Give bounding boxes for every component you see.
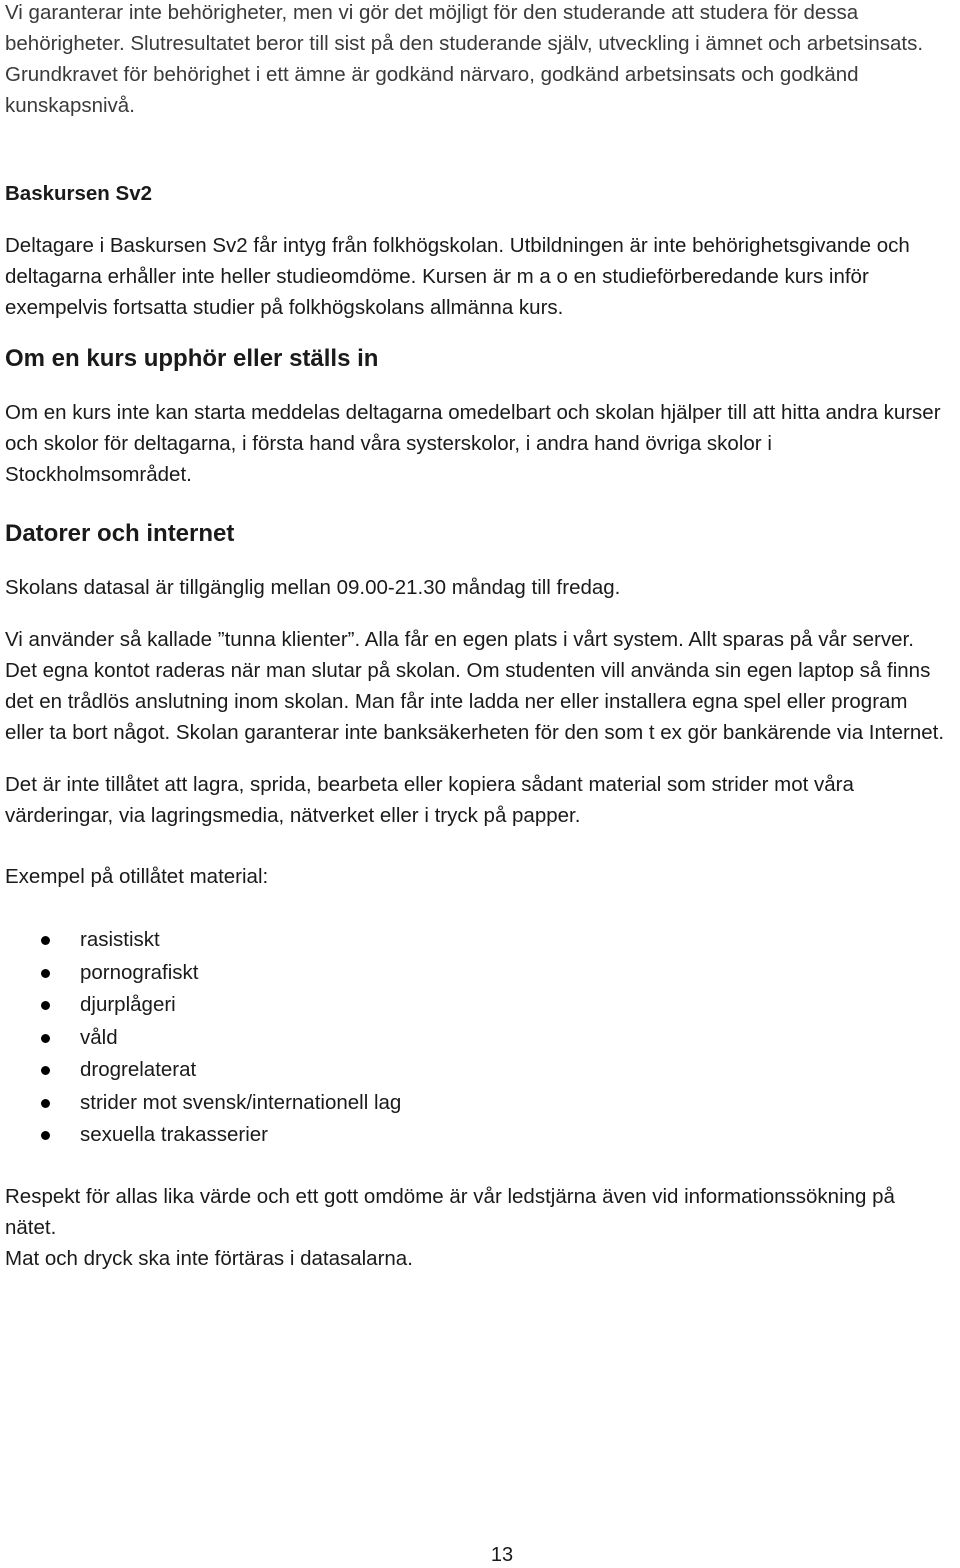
opening-hours-paragraph: Skolans datasal är tillgänglig mellan 09.00-21.30 måndag till fredag. [5,576,621,599]
datorer-heading: Datorer och internet [5,520,235,547]
bullet-icon [41,1034,50,1043]
food-paragraph: Mat och dryck ska inte förtäras i datasalarna. [5,1246,413,1270]
baskursen-paragraph: Deltagare i Baskursen Sv2 får intyg från folkhögskolan. Utbildningen är inte behörighetsgivande och deltagarna erhåller inte heller studieomdöme. Kursen är m a o en studieförberedande kurs inför exempelvis fortsatta studier på folkhögskolans allmänna kurs. [5,234,910,319]
examples-list [5,924,945,1152]
kurs-upphor-paragraph: Om en kurs inte kan starta meddelas deltagarna omedelbart och skolan hjälper till att hitta andra kurser och skolor för deltagarna, i första hand våra systerskolor, i andra hand övriga skolor i Stockholmsområdet. [5,401,941,486]
not-allowed-paragraph: Det är inte tillåtet att lagra, sprida, bearbeta eller kopiera sådant material som strider mot våra värderingar, via lagringsmedia, nätverket eller i tryck på papper. [5,773,854,827]
bullet-icon [41,1099,50,1108]
intro-paragraph: Vi garanterar inte behörigheter, men vi gör det möjligt för den studerande att studera för dessa behörigheter. Slutresultatet beror till sist på den studerande själv, utveckling i ämnet och arbetsinsats. Grundkravet för behörighet i ett ämne är godkänd närvaro, godkänd arbetsinsats och godkänd kunskapsnivå. [5,1,924,117]
kurs-upphor-heading: Om en kurs upphör eller ställs in [5,345,379,372]
bullet-icon [41,1066,50,1075]
bullet-icon [41,936,50,945]
bullet-icon [41,969,50,978]
list-item: strider mot svensk/internationell lag [5,1087,945,1120]
baskursen-heading: Baskursen Sv2 [5,182,153,205]
page-number: 13 [490,1544,514,1566]
list-item: djurplågeri [5,989,945,1022]
list-item: sexuella trakasserier [5,1119,945,1152]
list-item: rasistiskt [5,924,945,957]
thin-clients-paragraph: Vi använder så kallade ”tunna klienter”. Alla får en egen plats i vårt system. Allt sparas på vår server. Det egna kontot raderas när man slutar på skolan. Om studenten vill använda sin egen laptop så finns det en trådlös anslutning inom skolan. Man får inte ladda ner eller installera egna spel eller program eller ta bort något. Skolan garanterar inte banksäkerheten för den som t ex gör bankärende via Internet. [5,628,945,744]
list-item: pornografiskt [5,957,945,990]
examples-label: Exempel på otillåtet material: [5,865,269,888]
list-item: drogrelaterat [5,1054,945,1087]
document-page [5,0,945,1274]
bullet-icon [41,1001,50,1010]
respect-paragraph: Respekt för allas lika värde och ett gott omdöme är vår ledstjärna även vid informationssökning på nätet. [5,1184,895,1239]
bullet-icon [41,1131,50,1140]
list-item: våld [5,1022,945,1055]
